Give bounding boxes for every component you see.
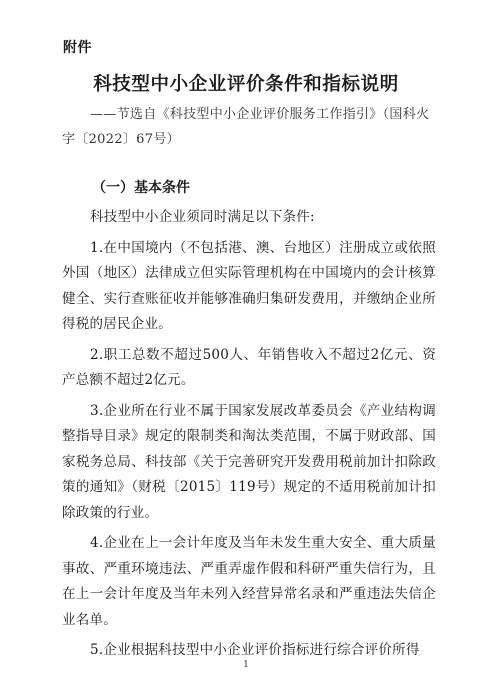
document-subtitle: ——节选自《科技型中小企业评价服务工作指引》（国科火字〔2022〕67号）: [62, 107, 430, 147]
paragraph-condition-2: 2.职工总数不超过500人、年销售收入不超过2亿元、资产总额不超过2亿元。: [62, 346, 436, 388]
paragraph-condition-4: 4.企业在上一会计年度及当年未发生重大安全、重大质量事故、严重环境违法、严重弄虚作假和科研严重失信行为，且在上一会计年度及当年未列入经营异常名录和严重违法失信企业名单。: [62, 535, 436, 628]
paragraph-condition-3: 3.企业所在行业不属于国家发展改革委员会《产业结构调整指导目录》规定的限制类和淘汰类范围，不属于财政部、国家税务总局、科技部《关于完善研究开发费用税前加计扣除政策的通知》（财税〔2015〕119号）规定的不适用税前加计扣除政策的行业。: [62, 402, 436, 521]
attachment-label: 附件: [63, 40, 92, 56]
page-number: 1: [243, 660, 249, 670]
document-title: 科技型中小企业评价条件和指标说明: [93, 74, 399, 95]
document-body: [62, 205, 436, 664]
section-heading: （一）基本条件: [92, 180, 190, 196]
paragraph-condition-1: 1.在中国境内（不包括港、澳、台地区）注册成立或依照外国（地区）法律成立但实际管理机构在中国境内的会计核算健全、实行查账征收并能够准确归集研发费用，并缴纳企业所得税的居民企业。: [62, 239, 436, 332]
paragraph-condition-5: 5.企业根据科技型中小企业评价指标进行综合评价所得: [90, 642, 420, 658]
paragraph-intro: 科技型中小企业须同时满足以下条件:: [90, 209, 315, 225]
